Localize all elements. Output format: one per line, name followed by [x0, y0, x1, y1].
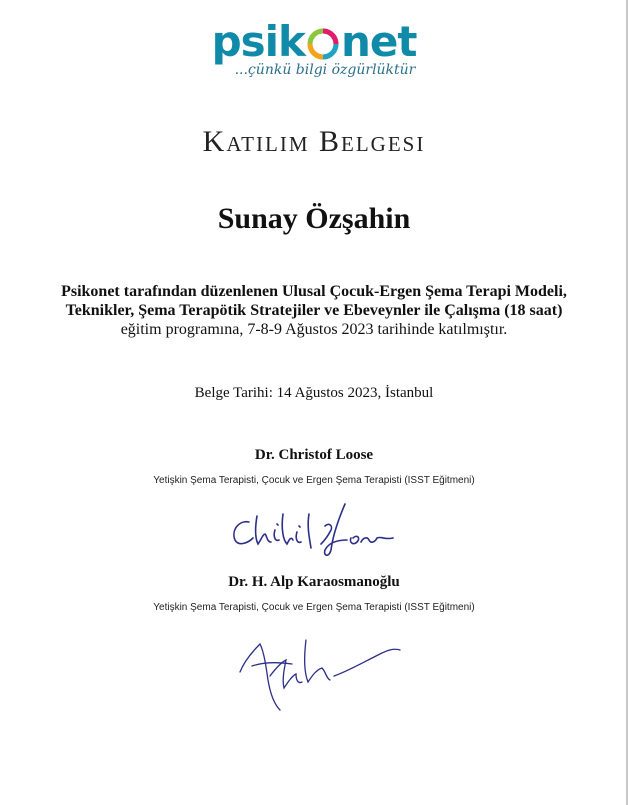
certificate-title: Katılım Belgesi — [202, 125, 426, 158]
logo-word-prefix: psik — [211, 17, 305, 66]
signatory-2-name: Dr. H. Alp Karaosmanoğlu — [228, 574, 400, 590]
logo-tagline: ...çünkü bilgi özgürlüktür — [234, 62, 416, 78]
certificate-date: Belge Tarihi: 14 Ağustos 2023, İstanbul — [194, 385, 434, 401]
logo-word-suffix: net — [340, 17, 417, 66]
logo-wordmark — [212, 18, 417, 66]
signature-2 — [230, 632, 405, 712]
signatory-2-role: Yetişkin Şema Terapisti, Çocuk ve Ergen Şema Terapisti (ISST Eğitmeni) — [153, 602, 475, 613]
signatory-1-name: Dr. Christof Loose — [254, 447, 374, 463]
psikonet-logo — [0, 18, 628, 78]
certificate-body-bold: Psikonet tarafından düzenlenen Ulusal Çocuk-Ergen Şema Terapi Modeli, Teknikler, Şema Terapötik Stratejiler ve Ebeveynler ile Çalışma (18 saat) — [61, 283, 567, 319]
signatory-1-role: Yetişkin Şema Terapisti, Çocuk ve Ergen Şema Terapisti (ISST Eğitmeni) — [153, 475, 475, 486]
recipient-name: Sunay Özşahin — [217, 202, 411, 235]
logo-ring-icon — [306, 27, 340, 61]
certificate-body-rest: eğitim programına, 7-8-9 Ağustos 2023 tarihinde katılmıştır. — [120, 321, 508, 338]
signature-1 — [225, 500, 400, 560]
certificate-body — [60, 282, 568, 339]
